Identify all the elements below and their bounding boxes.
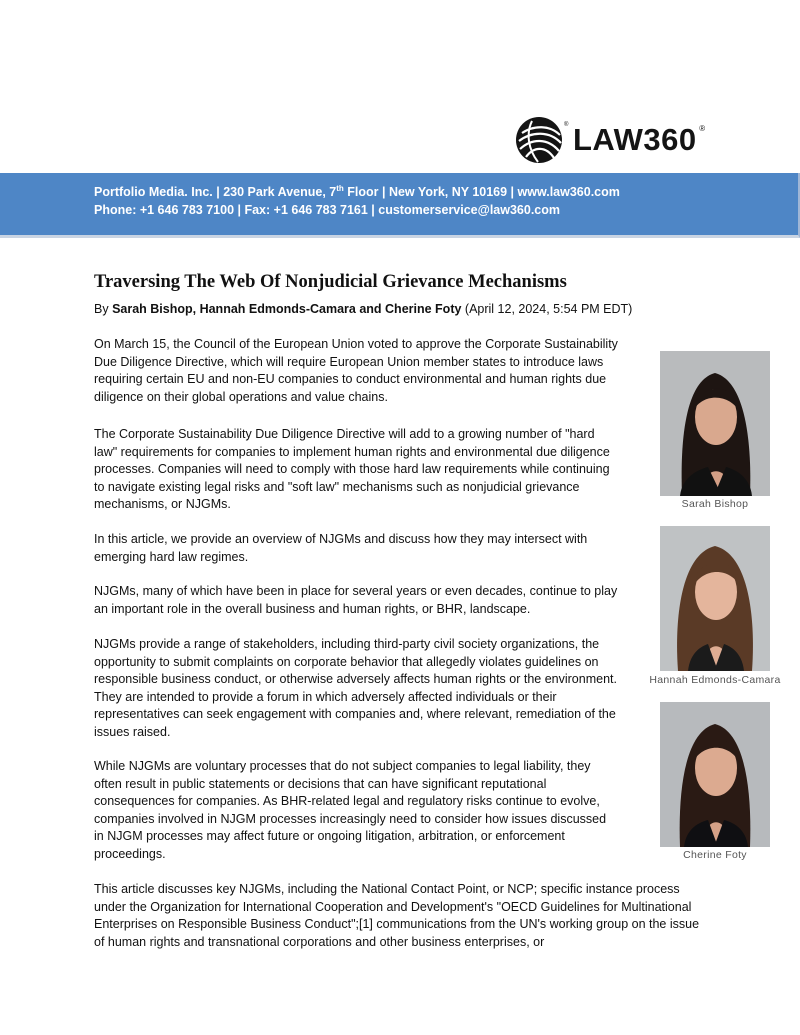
paragraph-7: This article discusses key NJGMs, including the National Contact Point, or NCP; specific instance process under the Organization for International Cooperation and Development's "OECD Guidelines for Multinational Enterprises on Responsible Business Conduct";[1] communications from the UN's working group on the issue of human rights and transnational corporations and other business enterprises, or: [94, 882, 700, 949]
author-caption-2: Hannah Edmonds-Camara: [649, 674, 781, 686]
author-caption-3: Cherine Foty: [683, 849, 747, 861]
paragraph-1: On March 15, the Council of the European Union voted to approve the Corporate Sustainability Due Diligence Directive, which will require European Union member states to introduce laws requiring certain EU and non-EU companies to conduct environmental and human rights due diligence on their global operations and value chains.: [94, 337, 618, 404]
contact-phone-line: Phone: +1 646 783 7100 | Fax: +1 646 783 7161 | customerservice@law360.com: [94, 203, 561, 217]
logo-reg-mark-small: ®: [564, 122, 569, 128]
author-photo-sarah-bishop: [660, 351, 770, 496]
floor-suffix: th: [336, 184, 344, 193]
contact-address-line: [94, 184, 620, 199]
paragraph-2: The Corporate Sustainability Due Diligence Directive will add to a growing number of "hard law" requirements for companies to implement human rights and environmental due diligence processes. Companies will need to comply with those hard law requirements while continuing to navigate existing legal risks and "soft law" mechanisms such as nonjudicial grievance mechanisms, or NJGMs.: [94, 427, 610, 511]
paragraph-6: While NJGMs are voluntary processes that do not subject companies to legal liability, they often result in public statements or decisions that can have significant reputational consequences for companies. As BHR-related legal and regulatory risks continue to evolve, companies involved in NJGM processes increasingly need to consider how issues discussed in NJGM processes may affect future or ongoing litigation, arbitration, or enforcement proceedings.: [94, 759, 607, 861]
address-part-2: Floor | New York, NY 10169 | www.law360.com: [343, 185, 620, 200]
logo-wordmark: [573, 122, 706, 158]
address-part-1: Portfolio Media. Inc. | 230 Park Avenue, 7: [94, 185, 337, 200]
law360-logo: [514, 114, 706, 166]
author-photo-cherine-foty: [660, 702, 770, 847]
logo-text: LAW360: [573, 122, 697, 157]
logo-reg-mark: ®: [699, 124, 706, 133]
paragraph-3: In this article, we provide an overview of NJGMs and discuss how they may intersect with emerging hard law regimes.: [94, 532, 588, 564]
byline: [94, 302, 632, 316]
portrait-image: [660, 526, 770, 671]
portrait-image: [660, 702, 770, 847]
byline-prefix: By: [94, 302, 113, 316]
article-title: Traversing The Web Of Nonjudicial Grievance Mechanisms: [94, 272, 567, 292]
paragraph-4: NJGMs, many of which have been in place for several years or even decades, continue to play an important role in the overall business and human rights, or BHR, landscape.: [94, 584, 618, 616]
byline-authors: Sarah Bishop, Hannah Edmonds-Camara and Cherine Foty: [112, 302, 462, 316]
paragraph-5: NJGMs provide a range of stakeholders, including third-party civil society organizations, the opportunity to submit complaints on corporate behavior that allegedly violates guidelines on responsible business conduct, or otherwise adversely affects human rights or the environment. They are intended to provide a forum in which adversely affected individuals or their representatives can seek engagement with companies and, where relevant, remediation of the issues raised.: [94, 637, 617, 739]
law360-globe-icon: [514, 115, 564, 165]
author-photo-hannah-edmonds-camara: [660, 526, 770, 671]
contact-header-band: [0, 173, 800, 238]
byline-date: (April 12, 2024, 5:54 PM EDT): [461, 302, 633, 316]
author-caption-1: Sarah Bishop: [681, 498, 749, 510]
portrait-image: [660, 351, 770, 496]
